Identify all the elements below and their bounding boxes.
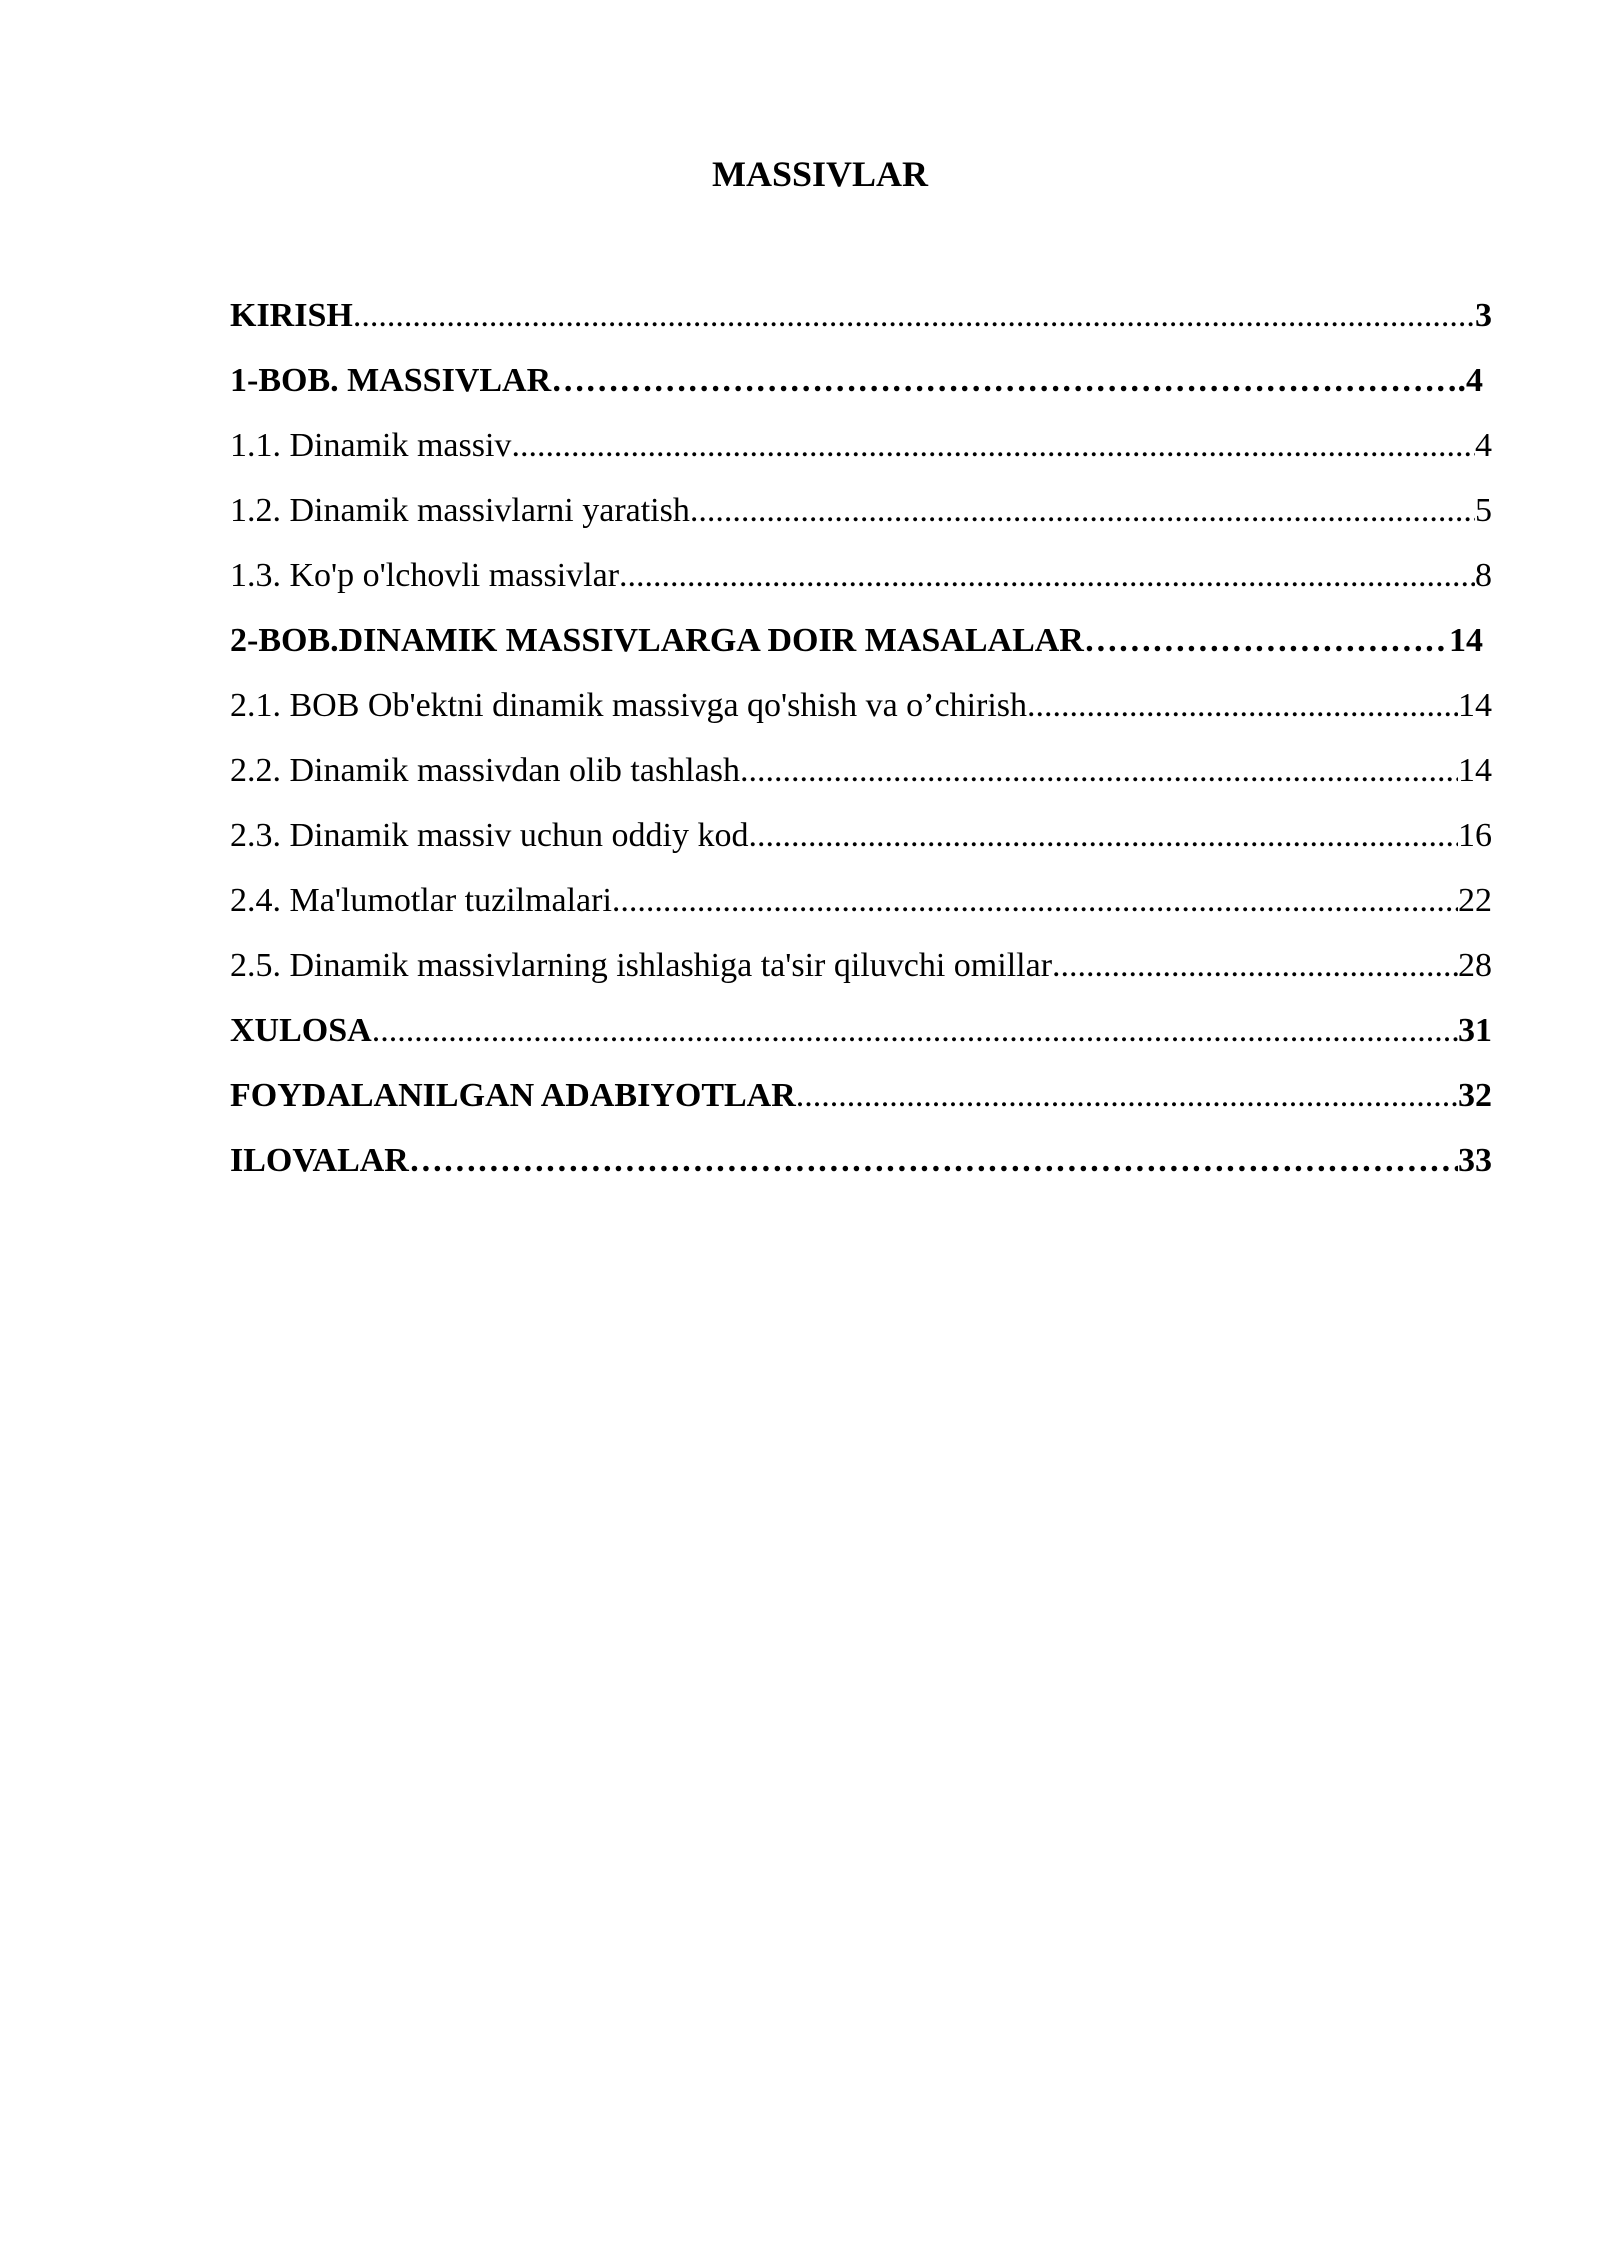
toc-dot-leader <box>748 817 1458 855</box>
toc-entry-label: KIRISH <box>230 296 353 334</box>
toc-entry <box>230 608 1483 673</box>
toc-entry <box>230 803 1492 868</box>
toc-dot-leader <box>1084 622 1449 660</box>
toc-entry <box>230 478 1492 543</box>
toc-entry-page: 4 <box>1475 426 1492 464</box>
toc-dot-leader <box>612 882 1458 920</box>
toc-entry-label: XULOSA <box>230 1011 372 1049</box>
toc-entry <box>230 1063 1492 1128</box>
document-title: MASSIVLAR <box>711 154 929 194</box>
toc-entry-label: 2.1. BOB Ob'ektni dinamik massivga qo'shish va o’chirish <box>230 686 1028 724</box>
toc-entry-page: 32 <box>1458 1076 1492 1114</box>
toc-dot-leader <box>511 427 1475 465</box>
toc-entry <box>230 738 1492 803</box>
toc-entry-page: 22 <box>1458 881 1492 919</box>
toc-dot-leader <box>1027 687 1458 725</box>
toc-entry-label: 2.5. Dinamik massivlarning ishlashiga ta'sir qiluvchi omillar <box>230 946 1053 984</box>
toc-dot-leader <box>551 362 1457 400</box>
toc-entry-page: 14 <box>1458 686 1492 724</box>
toc-entry-label: 2.2. Dinamik massivdan olib tashlash <box>230 751 740 789</box>
toc-entry-page: 14 <box>1449 621 1483 659</box>
toc-entry-page: 33 <box>1458 1141 1492 1179</box>
toc-entry <box>230 283 1492 348</box>
toc-entry-page: 8 <box>1475 556 1492 594</box>
toc-entry-label: 1-BOB. MASSIVLAR <box>230 361 552 399</box>
toc-entry-page: 28 <box>1458 946 1492 984</box>
toc-entry-page: .4 <box>1457 361 1483 399</box>
toc-entry <box>230 543 1492 608</box>
toc-entry <box>230 998 1492 1063</box>
toc-entry <box>230 348 1483 413</box>
toc-dot-leader <box>690 492 1475 530</box>
toc-dot-leader <box>740 752 1458 790</box>
toc-entry-label: 1.2. Dinamik massivlarni yaratish <box>230 491 690 529</box>
toc-entry-label: 2.4. Ma'lumotlar tuzilmalari <box>230 881 612 919</box>
toc-dot-leader <box>372 1012 1458 1050</box>
toc-dot-leader <box>409 1142 1458 1180</box>
toc-entry-label: FOYDALANILGAN ADABIYOTLAR <box>230 1076 796 1114</box>
toc-dot-leader <box>1052 947 1458 985</box>
toc-entry-label: ILOVALAR <box>230 1141 409 1179</box>
toc-entry <box>230 933 1492 998</box>
toc-entry-page: 5 <box>1475 491 1492 529</box>
toc-entry-page: 16 <box>1458 816 1492 854</box>
toc-dot-leader <box>353 297 1475 335</box>
toc-entry <box>230 413 1492 478</box>
toc-dot-leader <box>796 1077 1458 1115</box>
toc-entry-page: 3 <box>1475 296 1492 334</box>
toc-entry-label: 1.3. Ko'p o'lchovli massivlar <box>230 556 620 594</box>
table-of-contents <box>230 283 1492 1193</box>
toc-entry-page: 31 <box>1458 1011 1492 1049</box>
toc-entry <box>230 1128 1492 1193</box>
toc-dot-leader <box>619 557 1475 595</box>
toc-entry-label: 2.3. Dinamik massiv uchun oddiy kod <box>230 816 749 854</box>
toc-entry-page: 14 <box>1458 751 1492 789</box>
toc-entry <box>230 673 1492 738</box>
toc-entry-label: 2-BOB.DINAMIK MASSIVLARGA DOIR MASALALAR <box>230 621 1084 659</box>
toc-entry-label: 1.1. Dinamik massiv <box>230 426 512 464</box>
toc-entry <box>230 868 1492 933</box>
